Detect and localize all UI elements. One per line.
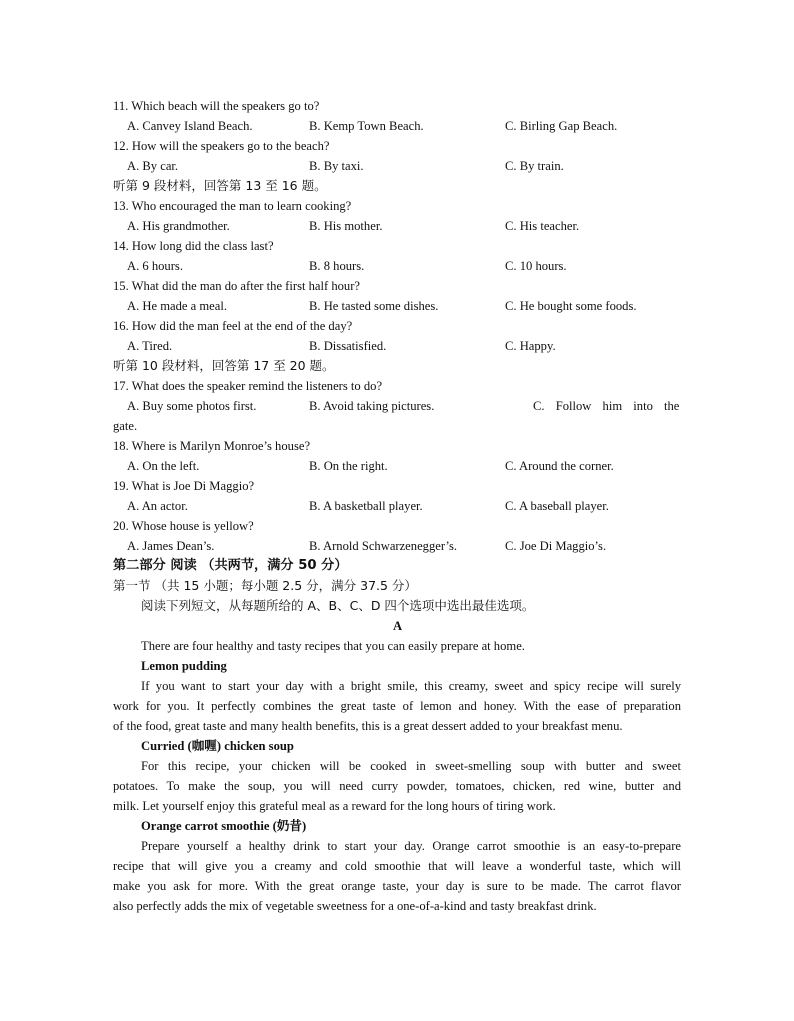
option-a: A. Buy some photos first. <box>127 399 257 413</box>
option-c: C. 10 hours. <box>505 259 567 273</box>
option-b: B. His mother. <box>309 219 383 233</box>
options-16 <box>0 336 794 356</box>
part2-title: 第二部分 阅读 （共两节，满分 50 分） <box>113 558 348 573</box>
question-16: 16. How did the man feel at the end of the day? <box>113 319 353 333</box>
passage-intro: There are four healthy and tasty recipes that you can easily prepare at home. <box>141 639 525 653</box>
paragraph-line: of the food, great taste and many health benefits, this is a great dessert added to your breakfast menu. <box>113 719 623 733</box>
options-12 <box>0 156 794 176</box>
option-b: B. Dissatisfied. <box>309 339 387 353</box>
option-b: B. 8 hours. <box>309 259 365 273</box>
option-c: C. Joe Di Maggio’s. <box>505 539 607 553</box>
question-13: 13. Who encouraged the man to learn cooking? <box>113 199 352 213</box>
option-b: B. He tasted some dishes. <box>309 299 439 313</box>
recipe-paragraph <box>0 676 681 736</box>
question-15: 15. What did the man do after the first half hour? <box>113 279 361 293</box>
option-b: B. On the right. <box>309 459 388 473</box>
material-9-header: 听第 9 段材料，回答第 13 至 16 题。 <box>113 178 327 193</box>
options-15 <box>0 296 794 316</box>
options-18 <box>0 456 794 476</box>
recipe-title: Orange carrot smoothie (奶昔) <box>141 819 307 833</box>
option-a: A. By car. <box>127 159 179 173</box>
option-c: C. A baseball player. <box>505 499 609 513</box>
reading-instruction: 阅读下列短文，从每题所给的 A、B、C、D 四个选项中选出最佳选项。 <box>141 598 535 613</box>
question-20: 20. Whose house is yellow? <box>113 519 254 533</box>
paragraph-line: work for you. It perfectly combines the great taste of lemon and honey. With the ease of preparation <box>113 699 681 713</box>
exam-page <box>0 96 794 916</box>
option-c: C. He bought some foods. <box>505 299 637 313</box>
passage-label-text: A <box>393 619 403 633</box>
option-a: A. James Dean’s. <box>127 539 215 553</box>
option-c: C. Around the corner. <box>505 459 614 473</box>
options-13 <box>0 216 794 236</box>
options-19 <box>0 496 794 516</box>
option-a: A. An actor. <box>127 499 188 513</box>
option-a: A. On the left. <box>127 459 200 473</box>
question-12: 12. How will the speakers go to the beach? <box>113 139 330 153</box>
options-14 <box>0 256 794 276</box>
option-b: B. Avoid taking pictures. <box>309 399 435 413</box>
option-a: A. 6 hours. <box>127 259 183 273</box>
question-19: 19. What is Joe Di Maggio? <box>113 479 255 493</box>
option-c: C. Birling Gap Beach. <box>505 119 618 133</box>
paragraph-line: recipe that will give you a creamy and cold smoothie that will leave a wonderful taste, which will <box>113 859 681 873</box>
options-20 <box>0 536 794 556</box>
paragraph-line: For this recipe, your chicken will be cooked in sweet-smelling soup with butter and sweet <box>141 759 681 773</box>
option-b: B. A basketball player. <box>309 499 423 513</box>
option-b: B. By taxi. <box>309 159 364 173</box>
question-11: 11. Which beach will the speakers go to? <box>113 99 320 113</box>
options-11 <box>0 116 794 136</box>
passage-label <box>0 616 794 636</box>
option-c: C. Follow him into the <box>533 399 680 413</box>
option-c: C. His teacher. <box>505 219 580 233</box>
question-14: 14. How long did the class last? <box>113 239 274 253</box>
recipe-title: Lemon pudding <box>141 659 227 673</box>
question-17: 17. What does the speaker remind the listeners to do? <box>113 379 383 393</box>
section1-header: 第一节 （共 15 小题；每小题 2.5 分，满分 37.5 分） <box>113 578 417 593</box>
option-a: A. Canvey Island Beach. <box>127 119 253 133</box>
paragraph-line: Prepare yourself a healthy drink to start your day. Orange carrot smoothie is an easy-to-prepare <box>141 839 681 853</box>
option-a: A. His grandmother. <box>127 219 230 233</box>
option-a: A. Tired. <box>127 339 173 353</box>
question-18: 18. Where is Marilyn Monroe’s house? <box>113 439 311 453</box>
option-c-continuation: gate. <box>113 419 138 433</box>
options-17 <box>0 396 794 416</box>
recipe-paragraph <box>0 756 681 816</box>
option-c: C. Happy. <box>505 339 556 353</box>
material-10-header: 听第 10 段材料，回答第 17 至 20 题。 <box>113 358 335 373</box>
recipe-paragraph <box>0 836 681 916</box>
option-c: C. By train. <box>505 159 564 173</box>
paragraph-line: also perfectly adds the mix of vegetable sweetness for a one-of-a-kind and tasty breakfast drink. <box>113 899 597 913</box>
paragraph-line: milk. Let yourself enjoy this grateful meal as a reward for the long hours of tiring work. <box>113 799 556 813</box>
paragraph-line: make you ask for more. With the great orange taste, your day is sure to be made. The carrot flavor <box>113 879 681 893</box>
option-a: A. He made a meal. <box>127 299 228 313</box>
option-b: B. Kemp Town Beach. <box>309 119 424 133</box>
paragraph-line: potatoes. To make the soup, you will need curry powder, tomatoes, chicken, red wine, butter and <box>113 779 681 793</box>
option-b: B. Arnold Schwarzenegger’s. <box>309 539 458 553</box>
recipe-title: Curried (咖喱) chicken soup <box>141 739 294 753</box>
paragraph-line: If you want to start your day with a bright smile, this creamy, sweet and spicy recipe will surely <box>141 679 681 693</box>
